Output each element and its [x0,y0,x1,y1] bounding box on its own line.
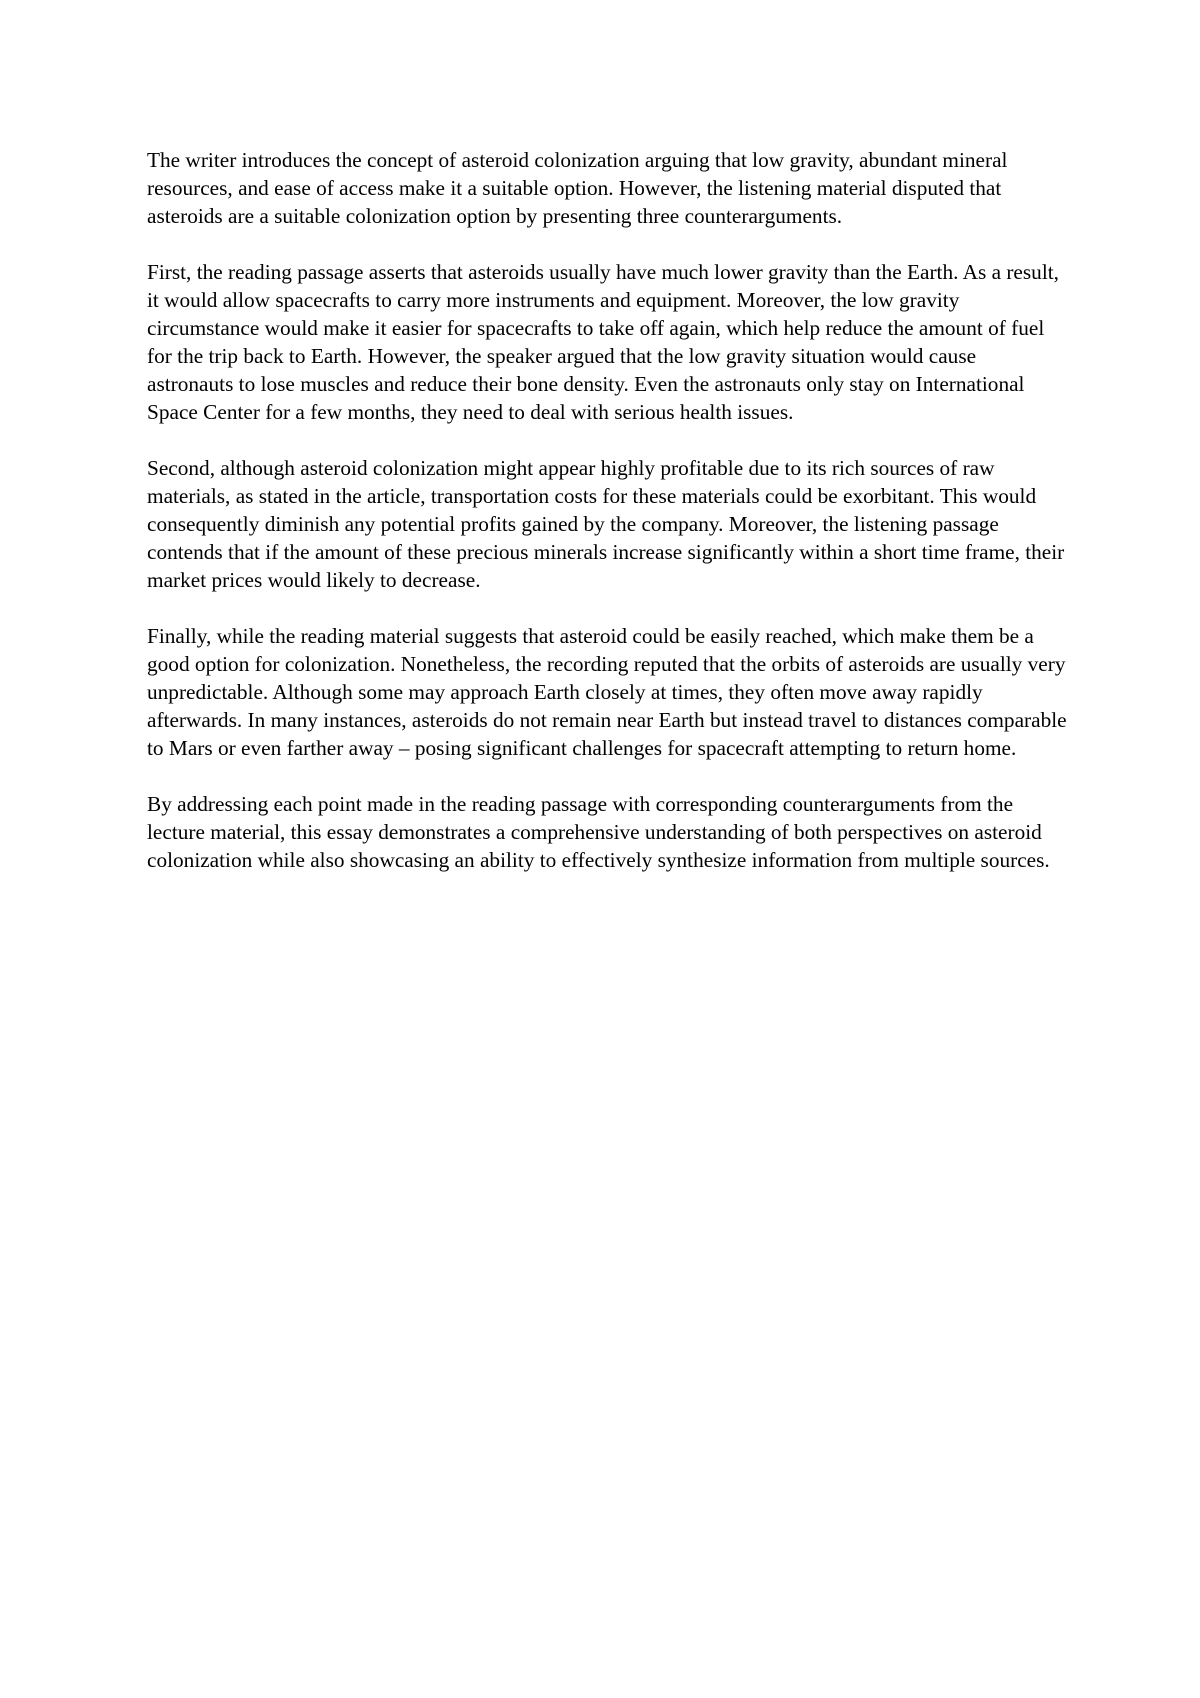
paragraph-third-point: Finally, while the reading material suggests that asteroid could be easily reached, which make them be a good option for colonization. Nonetheless, the recording reputed that the orbits of asteroids are usually very unpredictable. Although some may approach Earth closely at times, they often move away rapidly afterwards. In many instances, asteroids do not remain near Earth but instead travel to distances comparable to Mars or even farther away – posing significant challenges for spacecraft attempting to return home. [147,624,1067,760]
paragraph-second-point: Second, although asteroid colonization might appear highly profitable due to its rich sources of raw materials, as stated in the article, transportation costs for these materials could be exorbitant. This would consequently diminish any potential profits gained by the company. Moreover, the listening passage contends that if the amount of these precious minerals increase significantly within a short time frame, their market prices would likely to decrease. [147,456,1065,592]
paragraph-conclusion: By addressing each point made in the reading passage with corresponding counterarguments from the lecture material, this essay demonstrates a comprehensive understanding of both perspectives on asteroid colonization while also showcasing an ability to effectively synthesize information from multiple sources. [147,792,1050,872]
paragraph-first-point: First, the reading passage asserts that asteroids usually have much lower gravity than the Earth. As a result, it would allow spacecrafts to carry more instruments and equipment. Moreover, the low gravity circumstance would make it easier for spacecrafts to take off again, which help reduce the amount of fuel for the trip back to Earth. However, the speaker argued that the low gravity situation would cause astronauts to lose muscles and reduce their bone density. Even the astronauts only stay on International Space Center for a few months, they need to deal with serious health issues. [147,260,1059,424]
essay-body [147,146,1067,902]
paragraph-introduction: The writer introduces the concept of asteroid colonization arguing that low gravity, abundant mineral resources, and ease of access make it a suitable option. However, the listening material disputed that asteroids are a suitable colonization option by presenting three counterarguments. [147,148,1008,228]
